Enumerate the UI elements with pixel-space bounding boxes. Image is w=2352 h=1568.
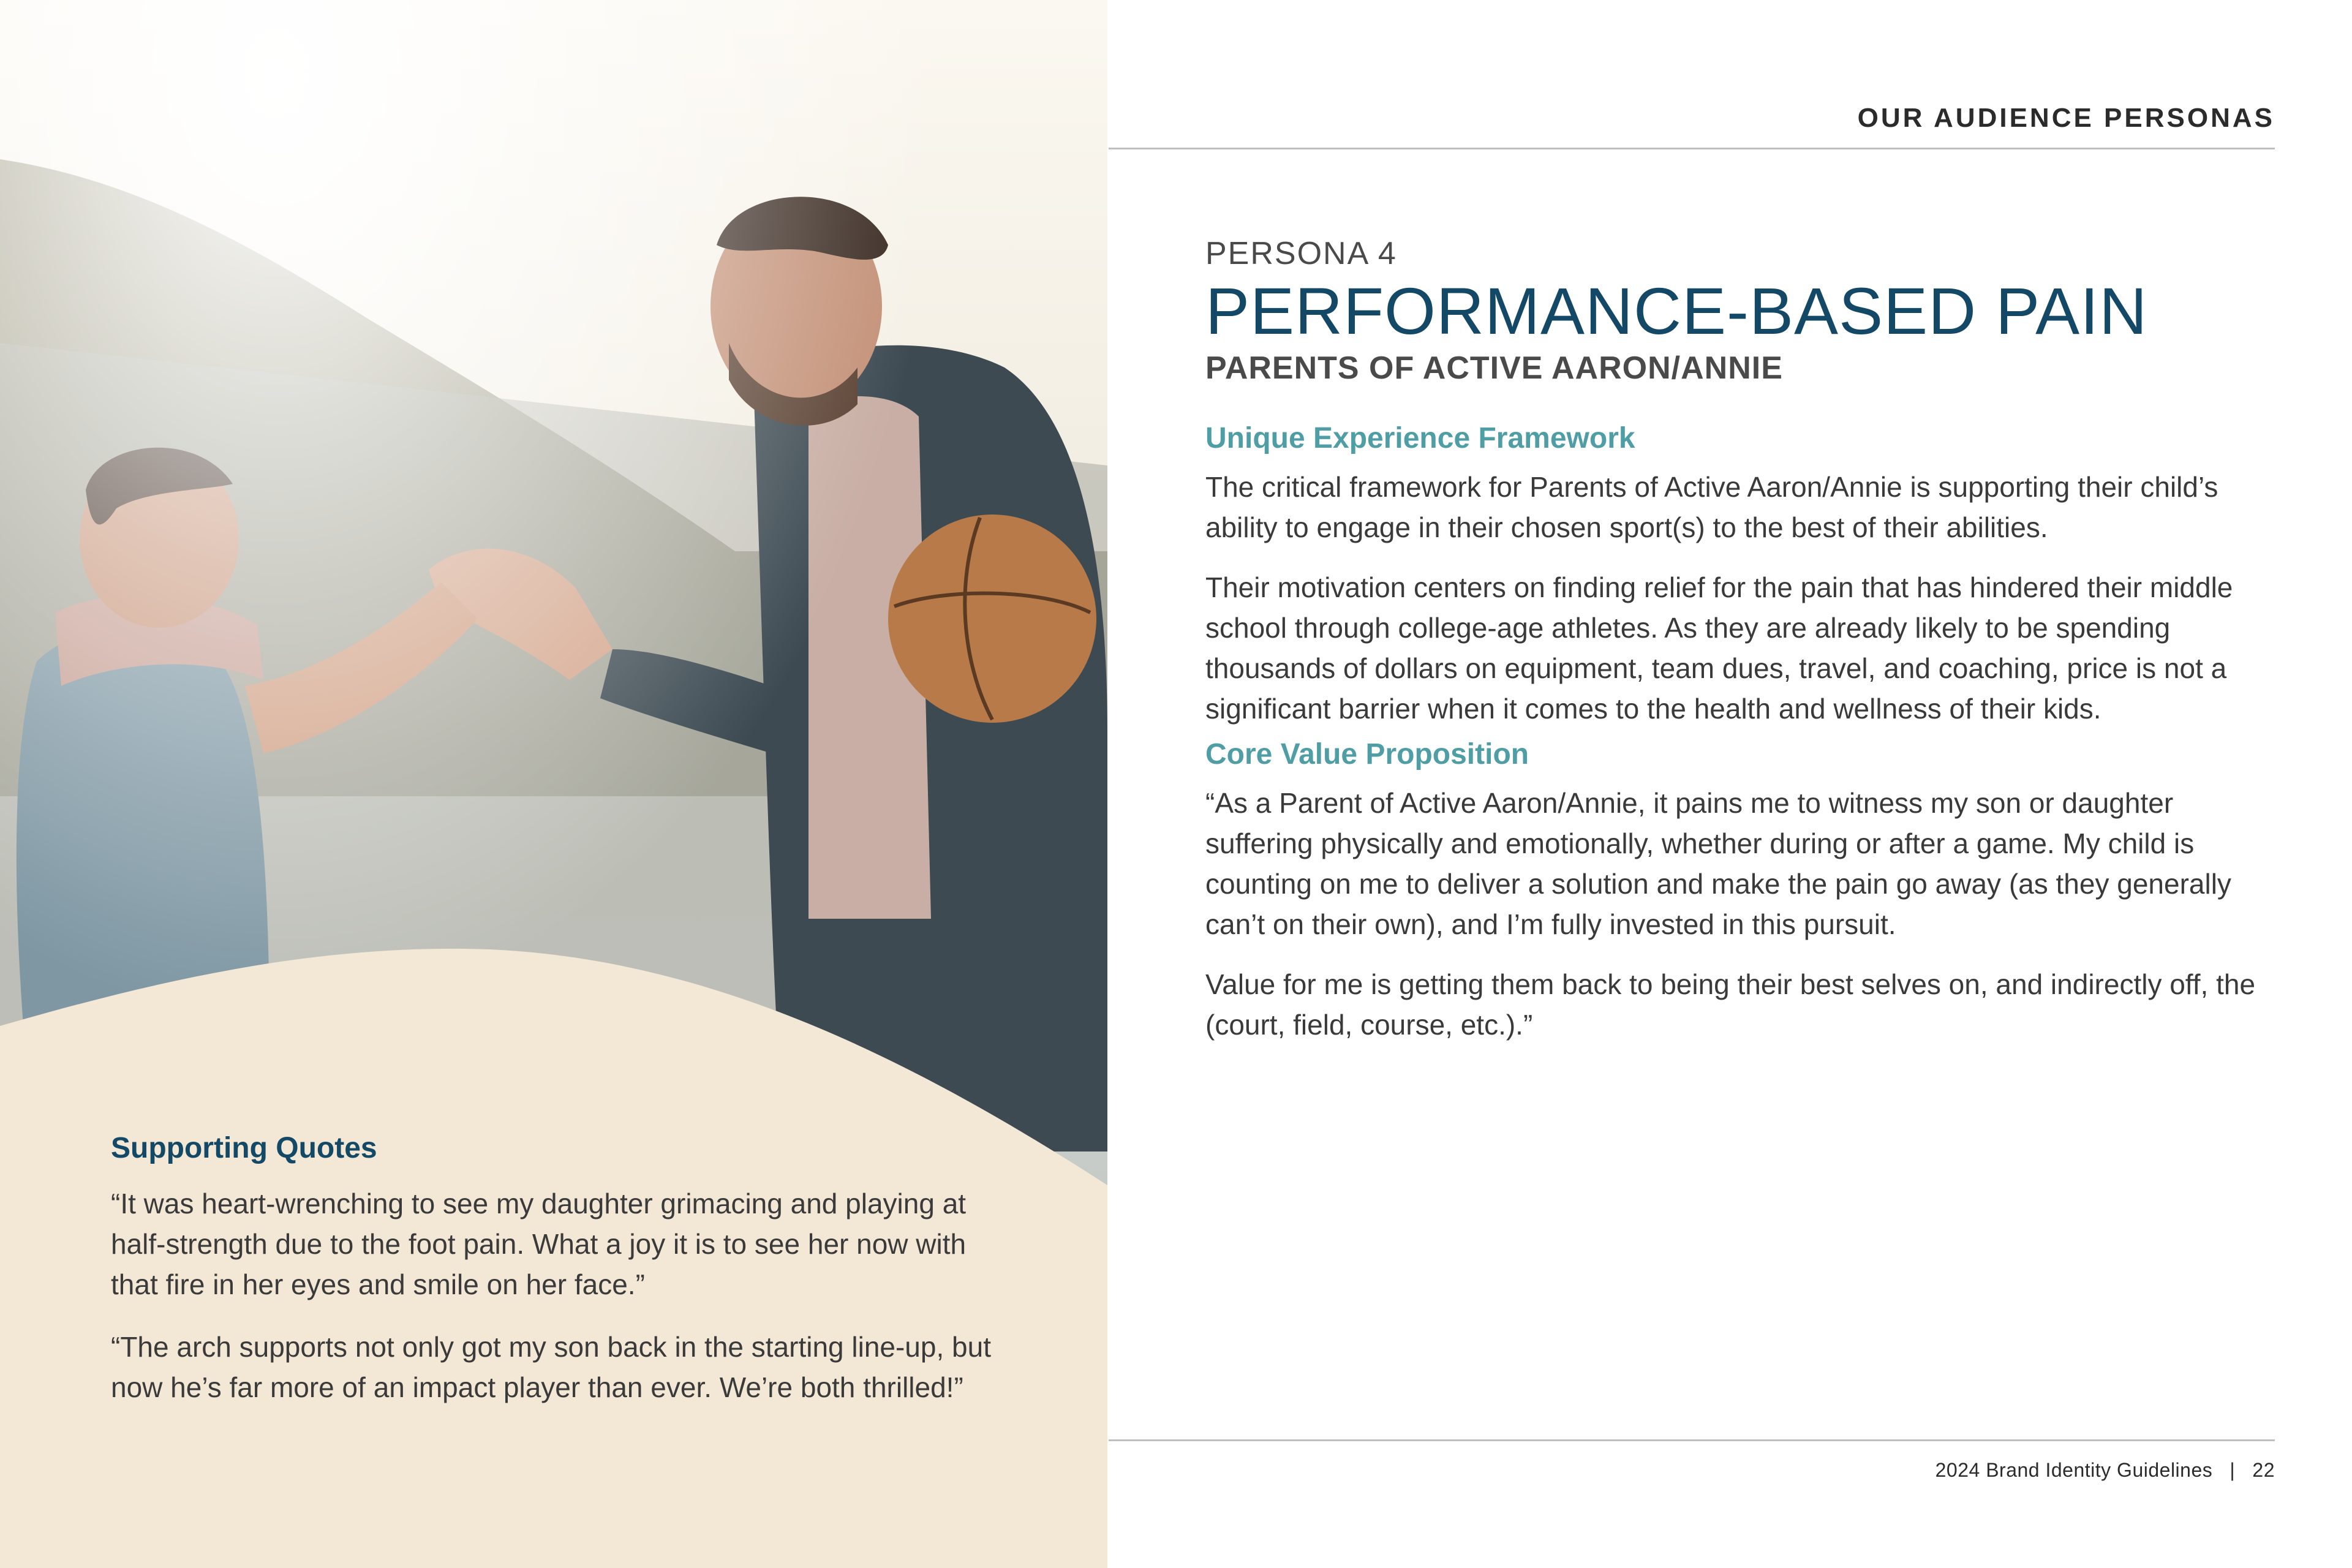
value-prop-paragraph: “As a Parent of Active Aaron/Annie, it pains me to witness my son or daughter suffering physically and emotionally, whether during or after a game. My child is counting on me to deliver a solution and make the pain go away (as they generally can’t on their own), and I’m fully invested in this pursuit. — [1205, 787, 2231, 940]
framework-heading: Unique Experience Framework — [1205, 422, 1635, 454]
persona-subtitle: PARENTS OF ACTIVE AARON/ANNIE — [1205, 350, 1783, 386]
page-footer: 2024 Brand Identity Guidelines | 22 — [1935, 1459, 2275, 1481]
hero-photo — [0, 0, 1107, 1568]
section-header: OUR AUDIENCE PERSONAS — [1857, 103, 2275, 133]
footer-divider — [1109, 1439, 2275, 1441]
persona-number: PERSONA 4 — [1205, 236, 1397, 271]
value-prop-heading: Core Value Proposition — [1205, 738, 1529, 771]
quote-item: “The arch supports not only got my son back in the starting line-up, but now he’s far more of an impact player than ever. We’re both thrilled!” — [111, 1330, 991, 1403]
value-prop-paragraph: Value for me is getting them back to being their best selves on, and indirectly off, the (court, field, course, etc.).” — [1205, 968, 2256, 1041]
quote-item: “It was heart-wrenching to see my daughter grimacing and playing at half-strength due to the foot pain. What a joy it is to see her now with that fire in her eyes and smile on her face.” — [111, 1187, 967, 1300]
framework-paragraph: The critical framework for Parents of Active Aaron/Annie is supporting their child’s ability to engage in their chosen sport(s) to the best of their abilities. — [1205, 471, 2218, 543]
framework-paragraph: Their motivation centers on finding relief for the pain that has hindered their middle school through college-age athletes. As they are already likely to be spending thousands of dollars on equipment, team dues, travel, and coaching, price is not a significant barrier when it comes to the health and wellness of their kids. — [1205, 571, 2233, 725]
header-divider — [1109, 148, 2275, 149]
supporting-quotes — [111, 1131, 1042, 1430]
persona-title: PERFORMANCE-BASED PAIN — [1205, 274, 2148, 348]
persona-content — [1205, 235, 2283, 1065]
quotes-heading: Supporting Quotes — [111, 1132, 377, 1164]
